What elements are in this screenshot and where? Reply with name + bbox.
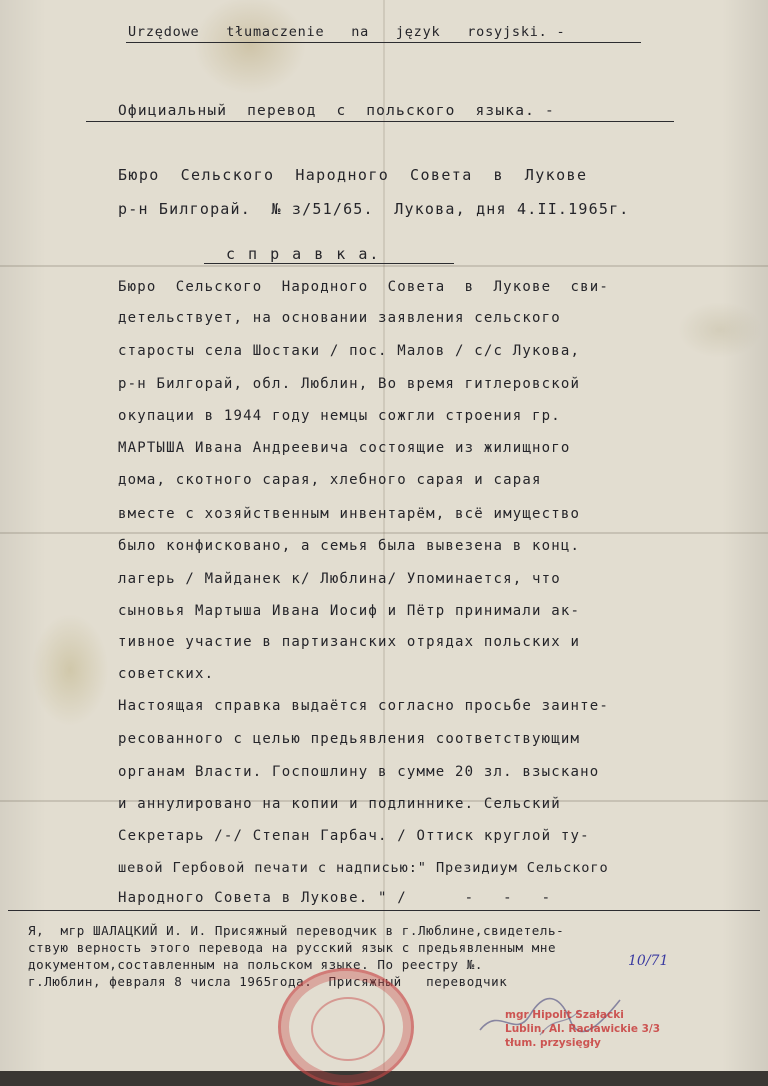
seal-line: Lublin, Al. Racławickie 3/3	[505, 1023, 661, 1035]
issuer-line-2: р-н Билгорай. № з/51/65. Лукова, дня 4.II.1965г.	[118, 200, 630, 218]
body-line: окупации в 1944 году немцы сожгли строения гр.	[118, 408, 561, 424]
header-russian: Официальный перевод с польского языка. -	[118, 103, 555, 119]
body-line: ресованного с целью предьявления соответствующим	[118, 731, 581, 747]
registry-number-handwritten: 10/71	[628, 953, 669, 969]
body-line: МАРТЫША Ивана Андреевича состоящие из жилищного	[118, 440, 571, 456]
translator-line: г.Люблин, февраля 8 числа 1965года. Присяжный переводчик	[28, 974, 508, 989]
certificate-title: с п р а в к а.	[226, 245, 381, 263]
body-line: советских.	[118, 666, 215, 682]
round-stamp	[278, 968, 414, 1086]
header-polish: Urzędowe tłumaczenie na język rosyjski. -	[128, 24, 566, 40]
issuer-line-1: Бюро Сельского Народного Совета в Лукове	[118, 166, 588, 184]
translator-line: документом,составленным на польском языке. По реестру №.	[28, 957, 484, 972]
translator-line: Я, мгр ШАЛАЦКИЙ И. И. Присяжный переводчик в г.Люблине,свидетель-	[28, 923, 565, 938]
body-line: р-н Билгорай, обл. Люблин, Во время гитлеровской	[118, 376, 581, 392]
body-line: вместе с хозяйственным инвентарём, всё имущество	[118, 506, 581, 522]
translator-line: ствую верность этого перевода на русский язык с предьявленным мне	[28, 940, 557, 955]
translator-seal	[505, 1008, 660, 1068]
seal-line: mgr Hipolit Szałacki	[505, 1009, 624, 1021]
body-line: тивное участие в партизанских отрядах польских и	[118, 634, 581, 650]
body-line: дома, скотного сарая, хлебного сарая и сарая	[118, 472, 542, 488]
separator-line	[8, 910, 760, 911]
certificate-title-underline	[204, 263, 454, 264]
body-line: органам Власти. Госпошлину в сумме 20 зл. взыскано	[118, 764, 600, 780]
header-russian-underline	[86, 121, 674, 122]
seal-line: tłum. przysięgły	[505, 1037, 601, 1049]
body-line: Секретарь /-/ Степан Гарбач. / Оттиск круглой ту-	[118, 828, 590, 844]
body-line: сыновья Мартыша Ивана Иосиф и Пётр принимали ак-	[118, 603, 581, 619]
body-line: детельствует, на основании заявления сельского	[118, 310, 561, 326]
body-line: шевой Гербовой печати с надписью:" Президиум Сельского	[118, 860, 609, 876]
body-line: Настоящая справка выдаётся согласно просьбе заинте-	[118, 698, 610, 714]
body-line: лагерь / Майданек к/ Люблина/ Упоминается, что	[118, 571, 561, 587]
body-line: было конфисковано, а семья была вывезена в конц.	[118, 538, 581, 554]
header-polish-underline	[126, 42, 641, 43]
body-line: Народного Совета в Лукове. " / - - -	[118, 890, 552, 906]
body-line: старосты села Шостаки / пос. Малов / с/с Лукова,	[118, 343, 581, 359]
stamp-emblem	[311, 997, 385, 1061]
body-line: и аннулировано на копии и подлиннике. Сельский	[118, 796, 561, 812]
body-line: Бюро Сельского Народного Совета в Лукове сви-	[118, 279, 610, 295]
